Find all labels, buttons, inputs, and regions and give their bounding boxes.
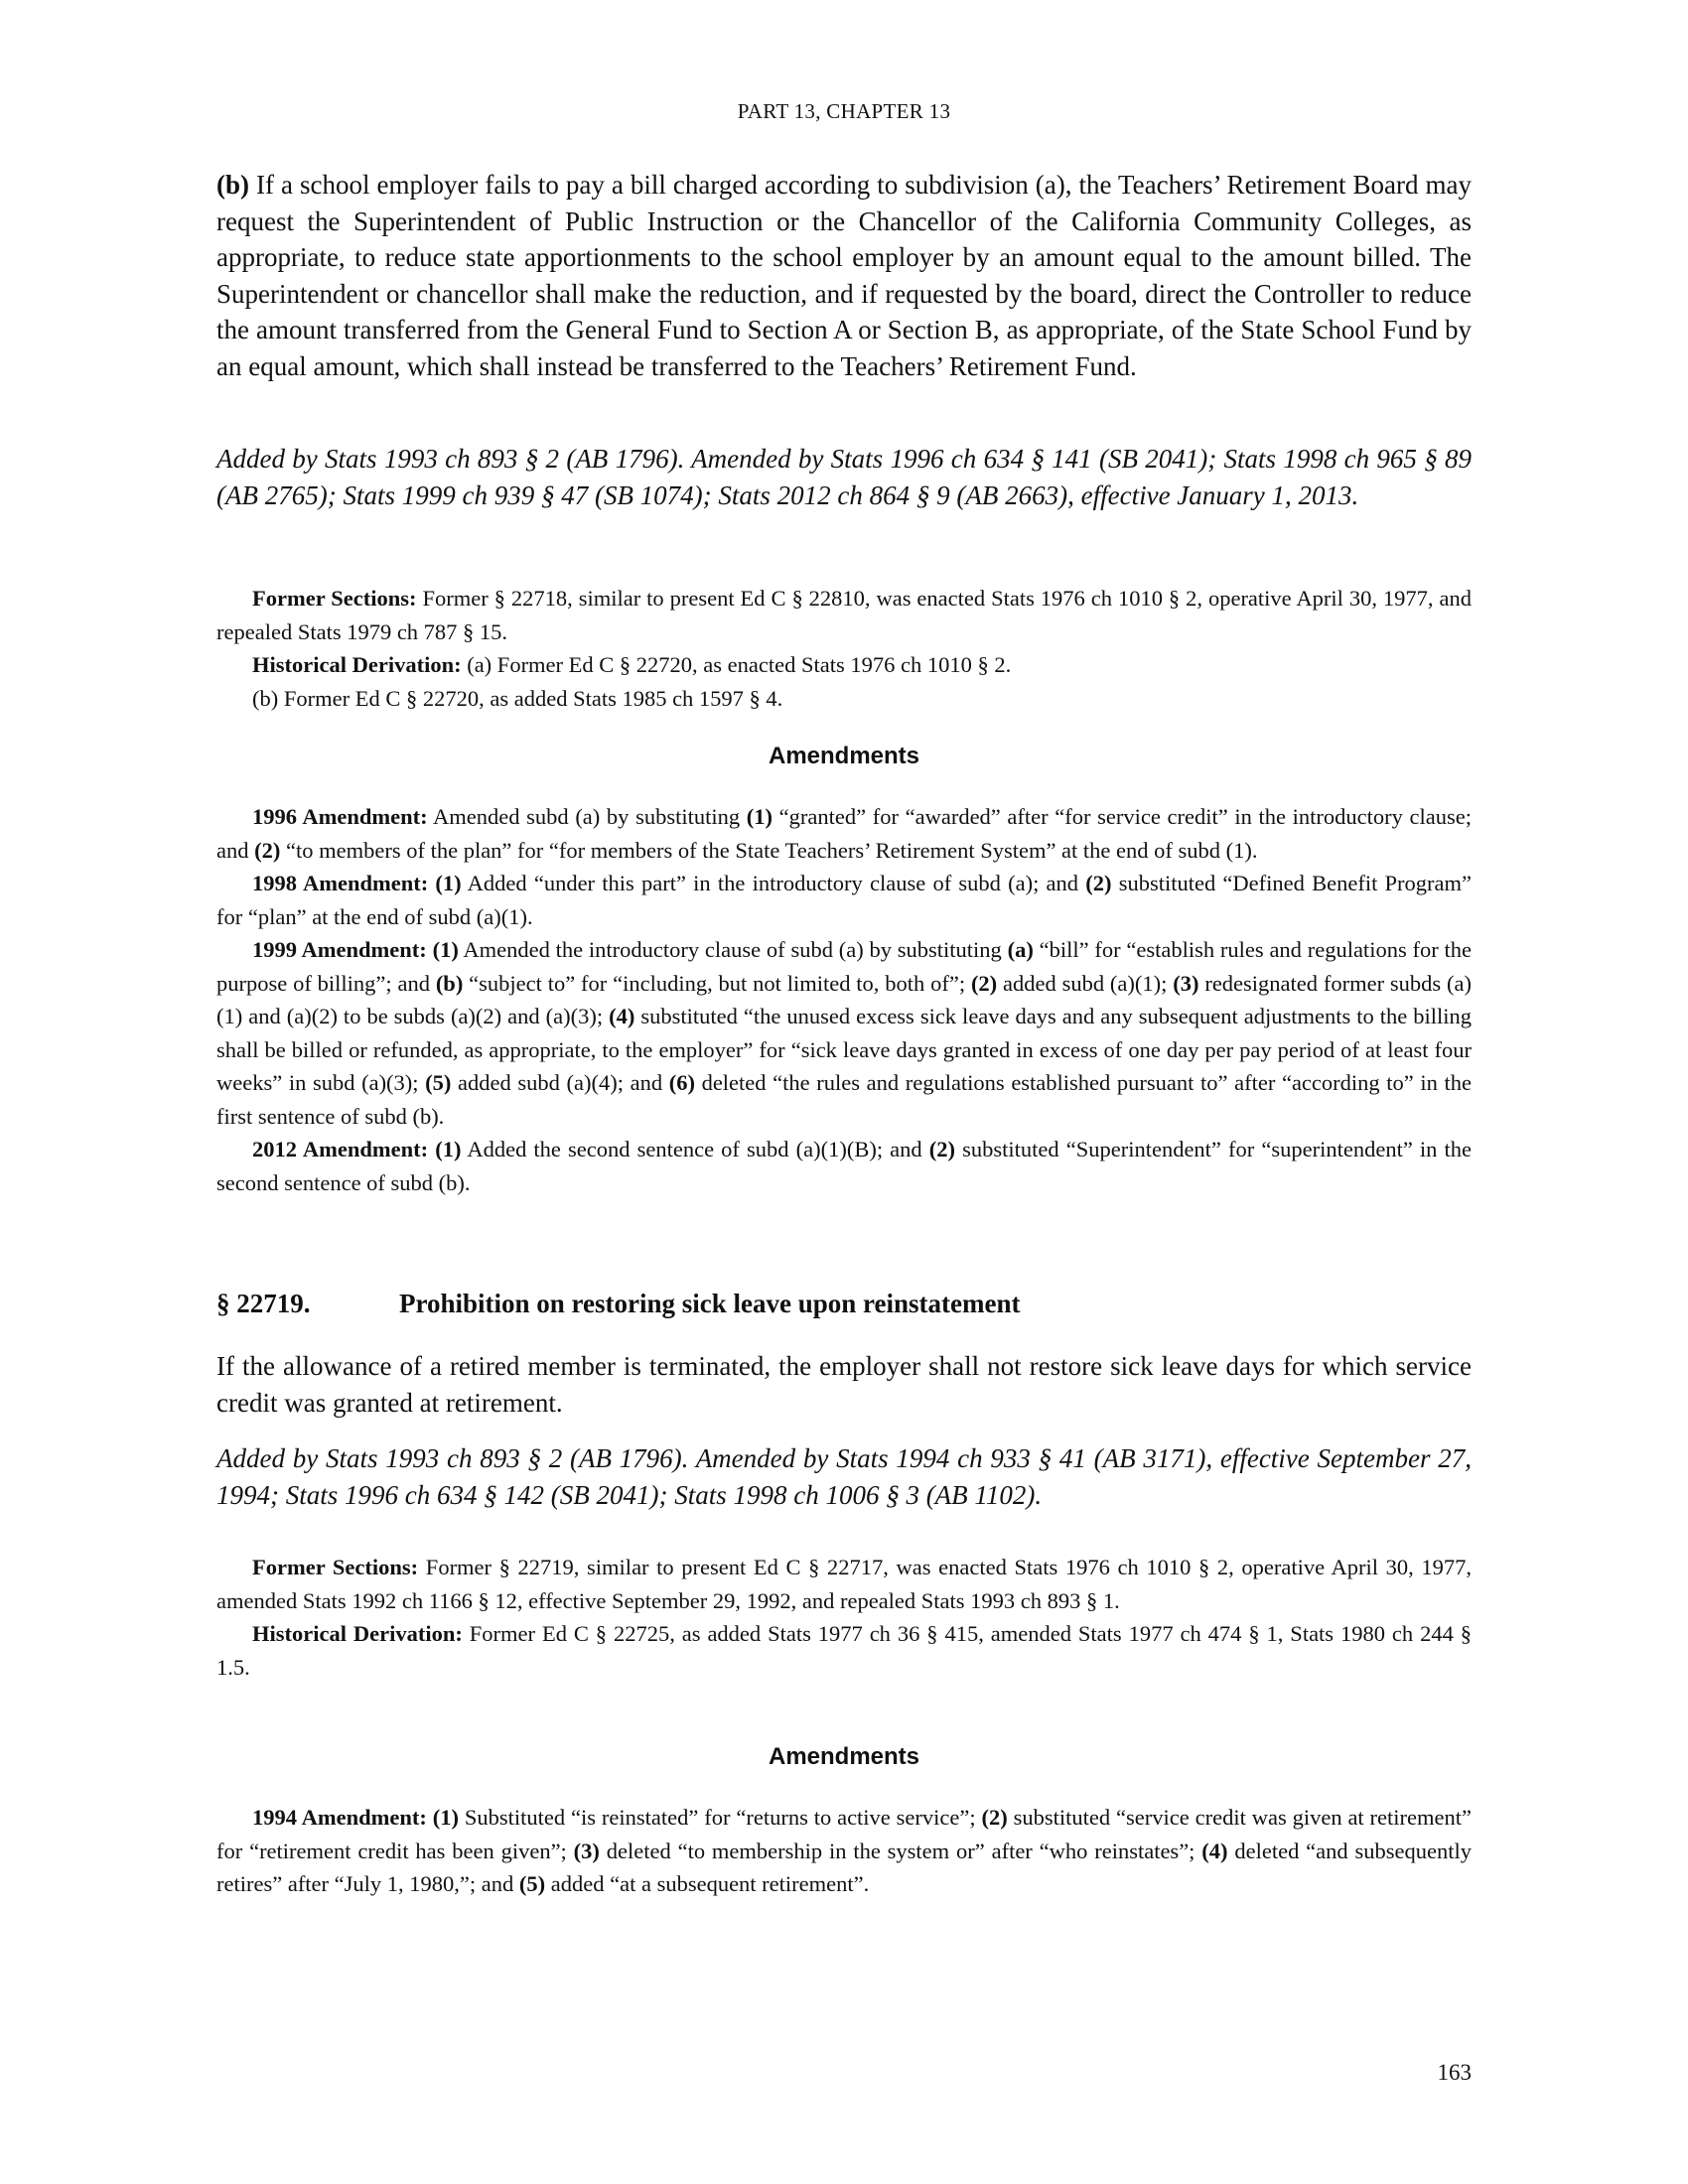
amendments-heading: Amendments	[768, 743, 920, 769]
historical-derivation-label: Historical Derivation:	[252, 1621, 463, 1646]
amendment-note	[216, 800, 1472, 867]
running-head: PART 13, CHAPTER 13	[737, 99, 951, 123]
amendment-label: 1994 Amendment:	[252, 1805, 427, 1830]
subdivision-b-label: (b)	[216, 170, 249, 200]
historical-derivation-b: (b) Former Ed C § 22720, as added Stats 1985 ch 1597 § 4.	[252, 685, 783, 711]
amendment-text: (1) Substituted “is reinstated” for “returns to active service”; (2) substituted “service credit was given at retirement” for “retirement credit has been given”; (3) deleted “to membership in the system or” after “who reinstates”; (4) deleted “and subsequently retires” after “July 1, 1980,”; and (5) added “at a subsequent retirement”.	[216, 1805, 1472, 1896]
subdivision-b-paragraph	[216, 167, 1472, 384]
historical-derivation-text: (a) Former Ed C § 22720, as enacted Stats 1976 ch 1010 § 2.	[461, 652, 1012, 677]
amendment-note	[216, 867, 1472, 933]
amendment-text: (1) Amended the introductory clause of subd (a) by substituting (a) “bill” for “establish rules and regulations for the purpose of billing”; and (b) “subject to” for “including, but not limited to, both of”; (2) added subd (a)(1); (3) redesignated former subds (a)(1) and (a)(2) to be subds (a)(2) and (a)(3); (4) substituted “the unused excess sick leave days and any subsequent adjustments to the billing shall be billed or refunded, as appropriate, to the employer” for “sick leave days granted in excess of one day per pay period of at least four weeks” in subd (a)(3); (5) added subd (a)(4); and (6) deleted “the rules and regulations established pursuant to” after “according to” in the first sentence of subd (b).	[216, 937, 1472, 1129]
amendment-note	[216, 933, 1472, 1133]
section-22718-history: Added by Stats 1993 ch 893 § 2 (AB 1796). Amended by Stats 1996 ch 634 § 141 (SB 2041); Stats 1998 ch 965 § 89 (AB 2765); Stats 1999 ch 939 § 47 (SB 1074); Stats 2012 ch 864 § 9 (AB 2663), effective January 1, 2013.	[216, 444, 1472, 510]
page-number: 163	[1437, 2060, 1472, 2085]
historical-derivation-note	[216, 648, 1472, 682]
amendment-label: 2012 Amendment:	[252, 1137, 429, 1161]
amendment-label: 1999 Amendment:	[252, 937, 427, 962]
section-22719-history: Added by Stats 1993 ch 893 § 2 (AB 1796). Amended by Stats 1994 ch 933 § 41 (AB 3171), effective September 27, 1994; Stats 1996 ch 634 § 142 (SB 2041); Stats 1998 ch 1006 § 3 (AB 1102).	[216, 1443, 1472, 1510]
former-sections-text: Former § 22718, similar to present Ed C § 22810, was enacted Stats 1976 ch 1010 § 2, operative April 30, 1977, and repealed Stats 1979 ch 787 § 15.	[216, 586, 1472, 644]
amendment-text: (1) Added the second sentence of subd (a)(1)(B); and (2) substituted “Superintendent” for “superintendent” in the second sentence of subd (b).	[216, 1137, 1473, 1195]
section-22719-text: If the allowance of a retired member is terminated, the employer shall not restore sick leave days for which service credit was granted at retirement.	[216, 1351, 1472, 1418]
section-22719-notes	[216, 1551, 1472, 1684]
section-22718-amendments	[216, 800, 1472, 1199]
amendments-heading: Amendments	[768, 1743, 920, 1770]
section-number: § 22719.	[216, 1289, 311, 1318]
document-page	[216, 0, 1472, 2184]
subdivision-b-text: If a school employer fails to pay a bill charged according to subdivision (a), the Teachers’ Retirement Board may request the Superintendent of Public Instruction or the Chancellor of the California Community Colleges, as appropriate, to reduce state apportionments to the school employer by an amount equal to the amount billed. The Superintendent or chancellor shall make the reduction, and if requested by the board, direct the Controller to reduce the amount transferred from the General Fund to Section A or Section B, as appropriate, of the State School Fund by an equal amount, which shall instead be transferred to the Teachers’ Retirement Fund.	[216, 170, 1472, 381]
historical-derivation-label: Historical Derivation:	[252, 652, 462, 677]
section-22719-heading	[216, 1289, 1472, 1319]
former-sections-label: Former Sections:	[252, 1555, 419, 1579]
historical-derivation-text: Former Ed C § 22725, as added Stats 1977 ch 36 § 415, amended Stats 1977 ch 474 § 1, Stats 1980 ch 244 § 1.5.	[216, 1621, 1472, 1680]
former-sections-text: Former § 22719, similar to present Ed C § 22717, was enacted Stats 1976 ch 1010 § 2, operative April 30, 1977, amended Stats 1992 ch 1166 § 12, effective September 29, 1992, and repealed Stats 1993 ch 893 § 1.	[216, 1555, 1472, 1613]
amendment-label: 1996 Amendment:	[252, 804, 428, 829]
former-sections-note	[216, 1551, 1472, 1617]
historical-derivation-note	[216, 1617, 1472, 1684]
section-22719-amendments	[216, 1801, 1472, 1901]
amendment-label: 1998 Amendment:	[252, 871, 429, 895]
amendment-note	[216, 1801, 1472, 1901]
amendment-note	[216, 1133, 1472, 1199]
section-title: Prohibition on restoring sick leave upon reinstatement	[399, 1289, 1021, 1318]
former-sections-label: Former Sections:	[252, 586, 417, 611]
amendment-text: (1) Added “under this part” in the introductory clause of subd (a); and (2) substituted “Defined Benefit Program” for “plan” at the end of subd (a)(1).	[216, 871, 1473, 929]
amendment-text: Amended subd (a) by substituting (1) “granted” for “awarded” after “for service credit” in the introductory clause; and (2) “to members of the plan” for “for members of the State Teachers’ Retirement System” at the end of subd (1).	[216, 804, 1472, 863]
former-sections-note	[216, 582, 1472, 648]
section-22718-notes	[216, 582, 1472, 715]
